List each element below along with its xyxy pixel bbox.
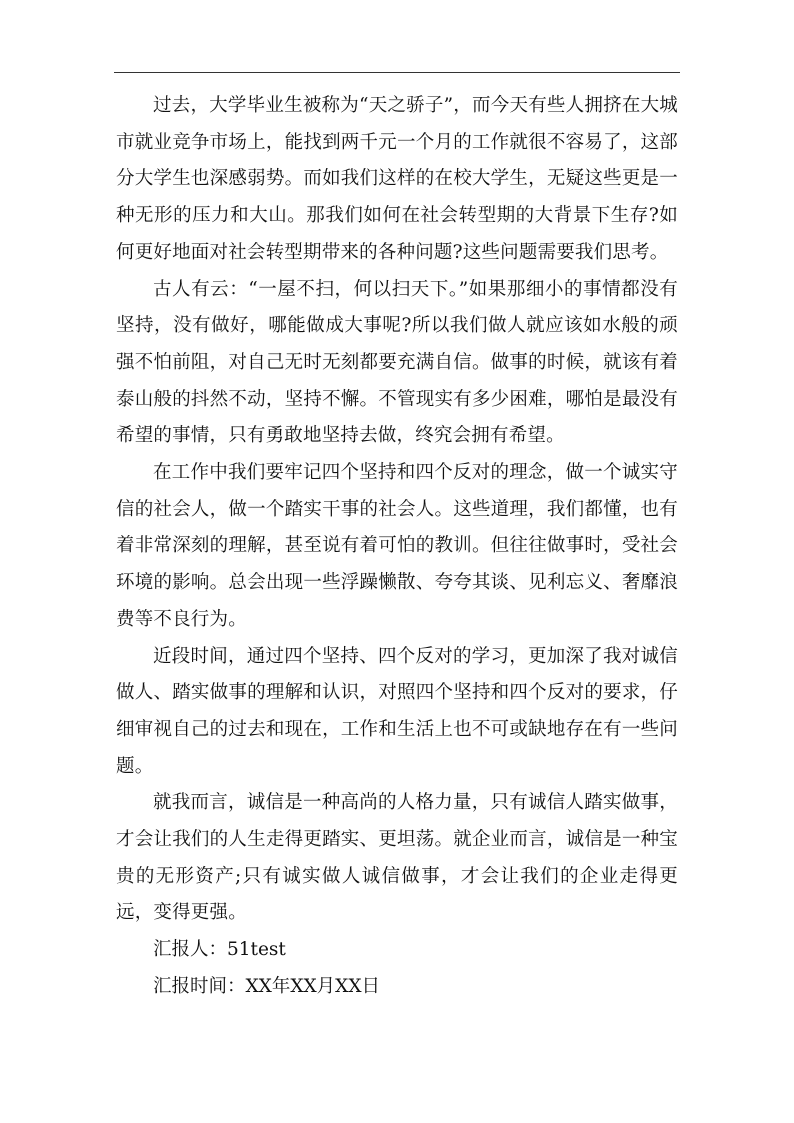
document-body [116,88,678,1006]
paragraph-5: 就我而言，诚信是一种高尚的人格力量，只有诚信人踏实做事，才会让我们的人生走得更踏实、更坦荡。就企业而言，诚信是一种宝贵的无形资产;只有诚实做人诚信做事，才会让我们的企业走得更远，变得更强。 [116,792,678,924]
paragraph-2: 古人有云：“一屋不扫，何以扫天下。”如果那细小的事情都没有坚持，没有做好，哪能做成大事呢?所以我们做人就应该如水般的顽强不怕前阻，对自己无时无刻都要充满自信。做事的时候，就该有着泰山般的抖然不动，坚持不懈。不管现实有多少困难，哪怕是最没有希望的事情，只有勇敢地坚持去做，终究会拥有希望。 [116,278,678,447]
paragraph-4: 近段时间，通过四个坚持、四个反对的学习，更加深了我对诚信做人、踏实做事的理解和认识，对照四个坚持和四个反对的要求，仔细审视自己的过去和现在，工作和生活上也不可或缺地存在有一些问题。 [116,645,678,777]
header-rule [114,72,680,73]
report-time-line: 汇报时间：XX年XX月XX日 [153,975,381,997]
paragraph-3: 在工作中我们要牢记四个坚持和四个反对的理念，做一个诚实守信的社会人，做一个踏实干事的社会人。这些道理，我们都懂，也有着非常深刻的理解，甚至说有着可怕的教训。但往往做事时，受社会环境的影响。总会出现一些浮躁懒散、夸夸其谈、见利忘义、奢靡浪费等不良行为。 [116,462,678,630]
reporter-line: 汇报人：51test [153,939,286,961]
paragraph-1: 过去，大学毕业生被称为“天之骄子”，而今天有些人拥挤在大城市就业竞争市场上，能找到两千元一个月的工作就很不容易了，这部分大学生也深感弱势。而如我们这样的在校大学生，无疑这些更是一种无形的压力和大山。那我们如何在社会转型期的大背景下生存?如何更好地面对社会转型期带来的各种问题?这些问题需要我们思考。 [116,95,678,263]
